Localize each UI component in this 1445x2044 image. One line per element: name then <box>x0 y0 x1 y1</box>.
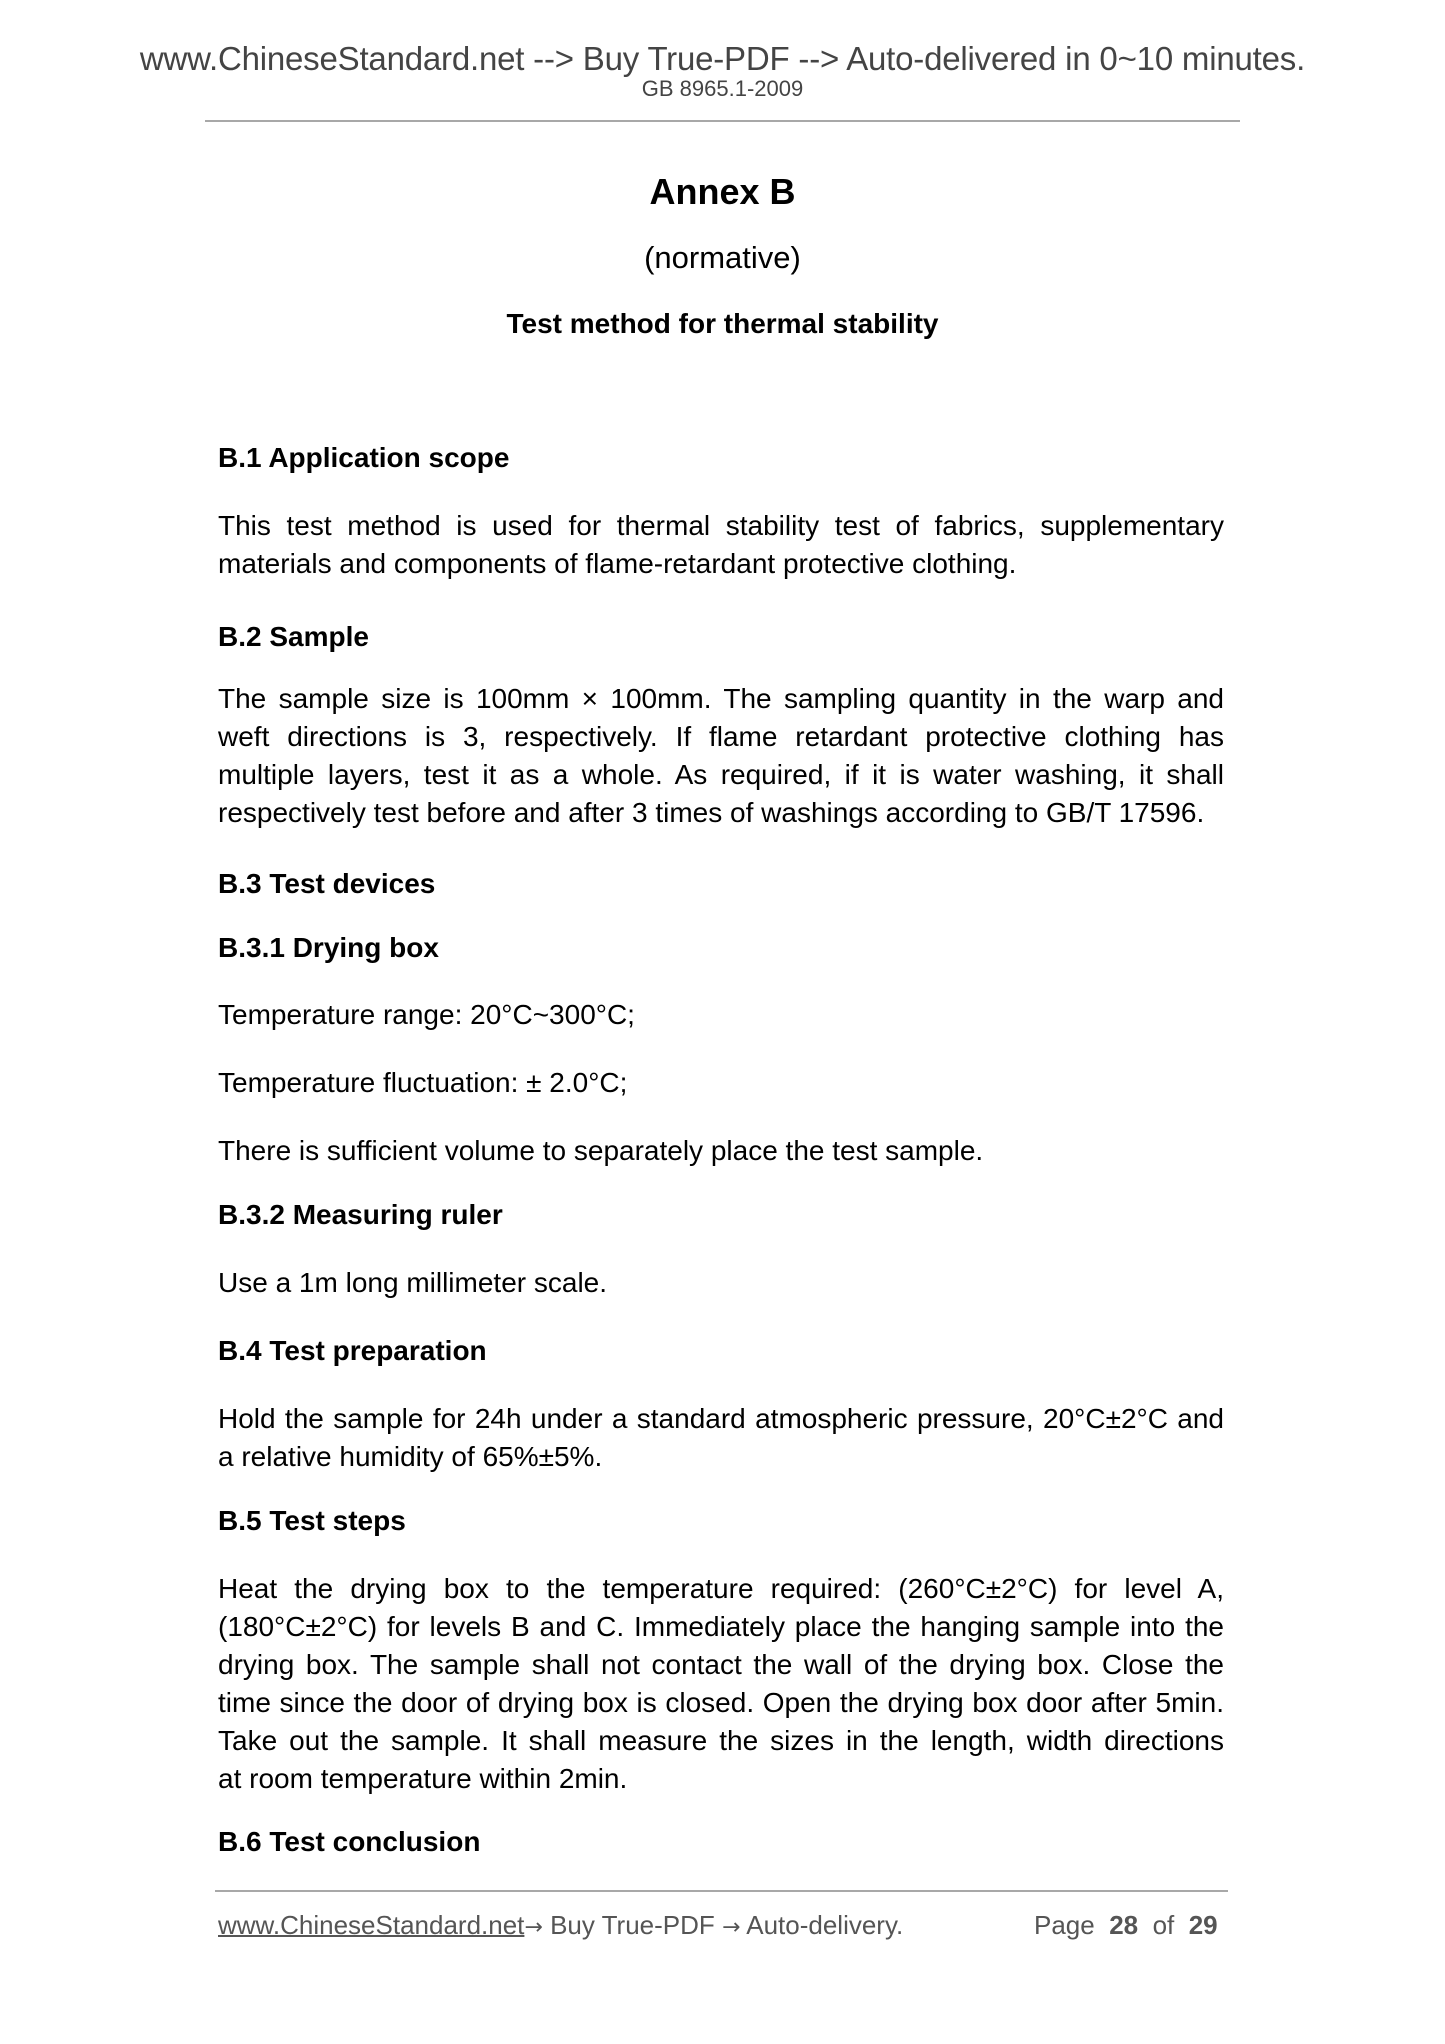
paragraph-b5 <box>218 1570 1224 1798</box>
header-divider <box>205 120 1240 122</box>
section-heading-b3-2: B.3.2 Measuring ruler <box>218 1199 503 1230</box>
section-heading-b6: B.6 Test conclusion <box>218 1826 481 1857</box>
paragraph-b4 <box>218 1400 1224 1476</box>
volume-text: There is sufficient volume to separately place the test sample. <box>218 1135 984 1166</box>
paragraph-line: This test method is used for thermal stability test of fabrics, supplementary <box>218 510 1224 541</box>
annex-type: (normative) <box>644 240 801 275</box>
paragraph-b2 <box>218 680 1224 832</box>
temperature-fluctuation-text: Temperature fluctuation: ± 2.0°C; <box>218 1067 628 1098</box>
footer-site-link[interactable]: www.ChineseStandard.net <box>218 1910 525 1940</box>
total-pages: 29 <box>1188 1910 1218 1940</box>
page-label: Page <box>1034 1910 1095 1940</box>
paragraph-line: at room temperature within 2min. <box>218 1763 628 1794</box>
arrow-right-icon: → <box>722 1915 741 1940</box>
temperature-range-text: Temperature range: 20°C~300°C; <box>218 999 635 1030</box>
paragraph-line: respectively test before and after 3 times of washings according to GB/T 17596. <box>218 797 1205 828</box>
paragraph-line: Heat the drying box to the temperature required: (260°C±2°C) for level A, <box>218 1573 1224 1604</box>
page-indicator <box>1034 1909 1218 1941</box>
paragraph-line: Hold the sample for 24h under a standard atmospheric pressure, 20°C±2°C and <box>218 1403 1224 1434</box>
paragraph-line: a relative humidity of 65%±5%. <box>218 1441 603 1472</box>
footer-divider <box>215 1890 1228 1892</box>
section-heading-b3: B.3 Test devices <box>218 868 436 899</box>
section-heading-b2: B.2 Sample <box>218 621 369 652</box>
annex-title: Annex B <box>649 171 796 212</box>
section-heading-b3-1: B.3.1 Drying box <box>218 932 439 963</box>
current-page: 28 <box>1109 1910 1139 1940</box>
paragraph-line: drying box. The sample shall not contact the wall of the drying box. Close the <box>218 1649 1224 1680</box>
paragraph-line: (180°C±2°C) for levels B and C. Immediately place the hanging sample into the <box>218 1611 1224 1642</box>
paragraph-line: time since the door of drying box is closed. Open the drying box door after 5min. <box>218 1687 1224 1718</box>
annex-subtitle: Test method for thermal stability <box>506 308 939 339</box>
paragraph-line: materials and components of flame-retardant protective clothing. <box>218 548 1017 579</box>
section-heading-b5: B.5 Test steps <box>218 1505 406 1536</box>
paragraph-line: Take out the sample. It shall measure the sizes in the length, width directions <box>218 1725 1224 1756</box>
arrow-right-icon: → <box>524 1915 543 1940</box>
ruler-text: Use a 1m long millimeter scale. <box>218 1267 608 1298</box>
page-footer <box>218 1909 1224 1944</box>
footer-delivery-text: Auto-delivery. <box>740 1910 904 1940</box>
header-banner: www.ChineseStandard.net --> Buy True-PDF --> Auto-delivered in 0~10 minutes. <box>139 40 1306 77</box>
paragraph-line: weft directions is 3, respectively. If flame retardant protective clothing has <box>218 721 1224 752</box>
footer-buy-text: Buy True-PDF <box>542 1910 722 1940</box>
paragraph-b1 <box>218 507 1224 583</box>
paragraph-line: The sample size is 100mm × 100mm. The sampling quantity in the warp and <box>218 683 1224 714</box>
standard-number: GB 8965.1-2009 <box>641 76 804 101</box>
of-label: of <box>1152 1910 1175 1940</box>
paragraph-line: multiple layers, test it as a whole. As required, if it is water washing, it shall <box>218 759 1224 790</box>
section-heading-b4: B.4 Test preparation <box>218 1335 487 1366</box>
section-heading-b1: B.1 Application scope <box>218 442 510 473</box>
